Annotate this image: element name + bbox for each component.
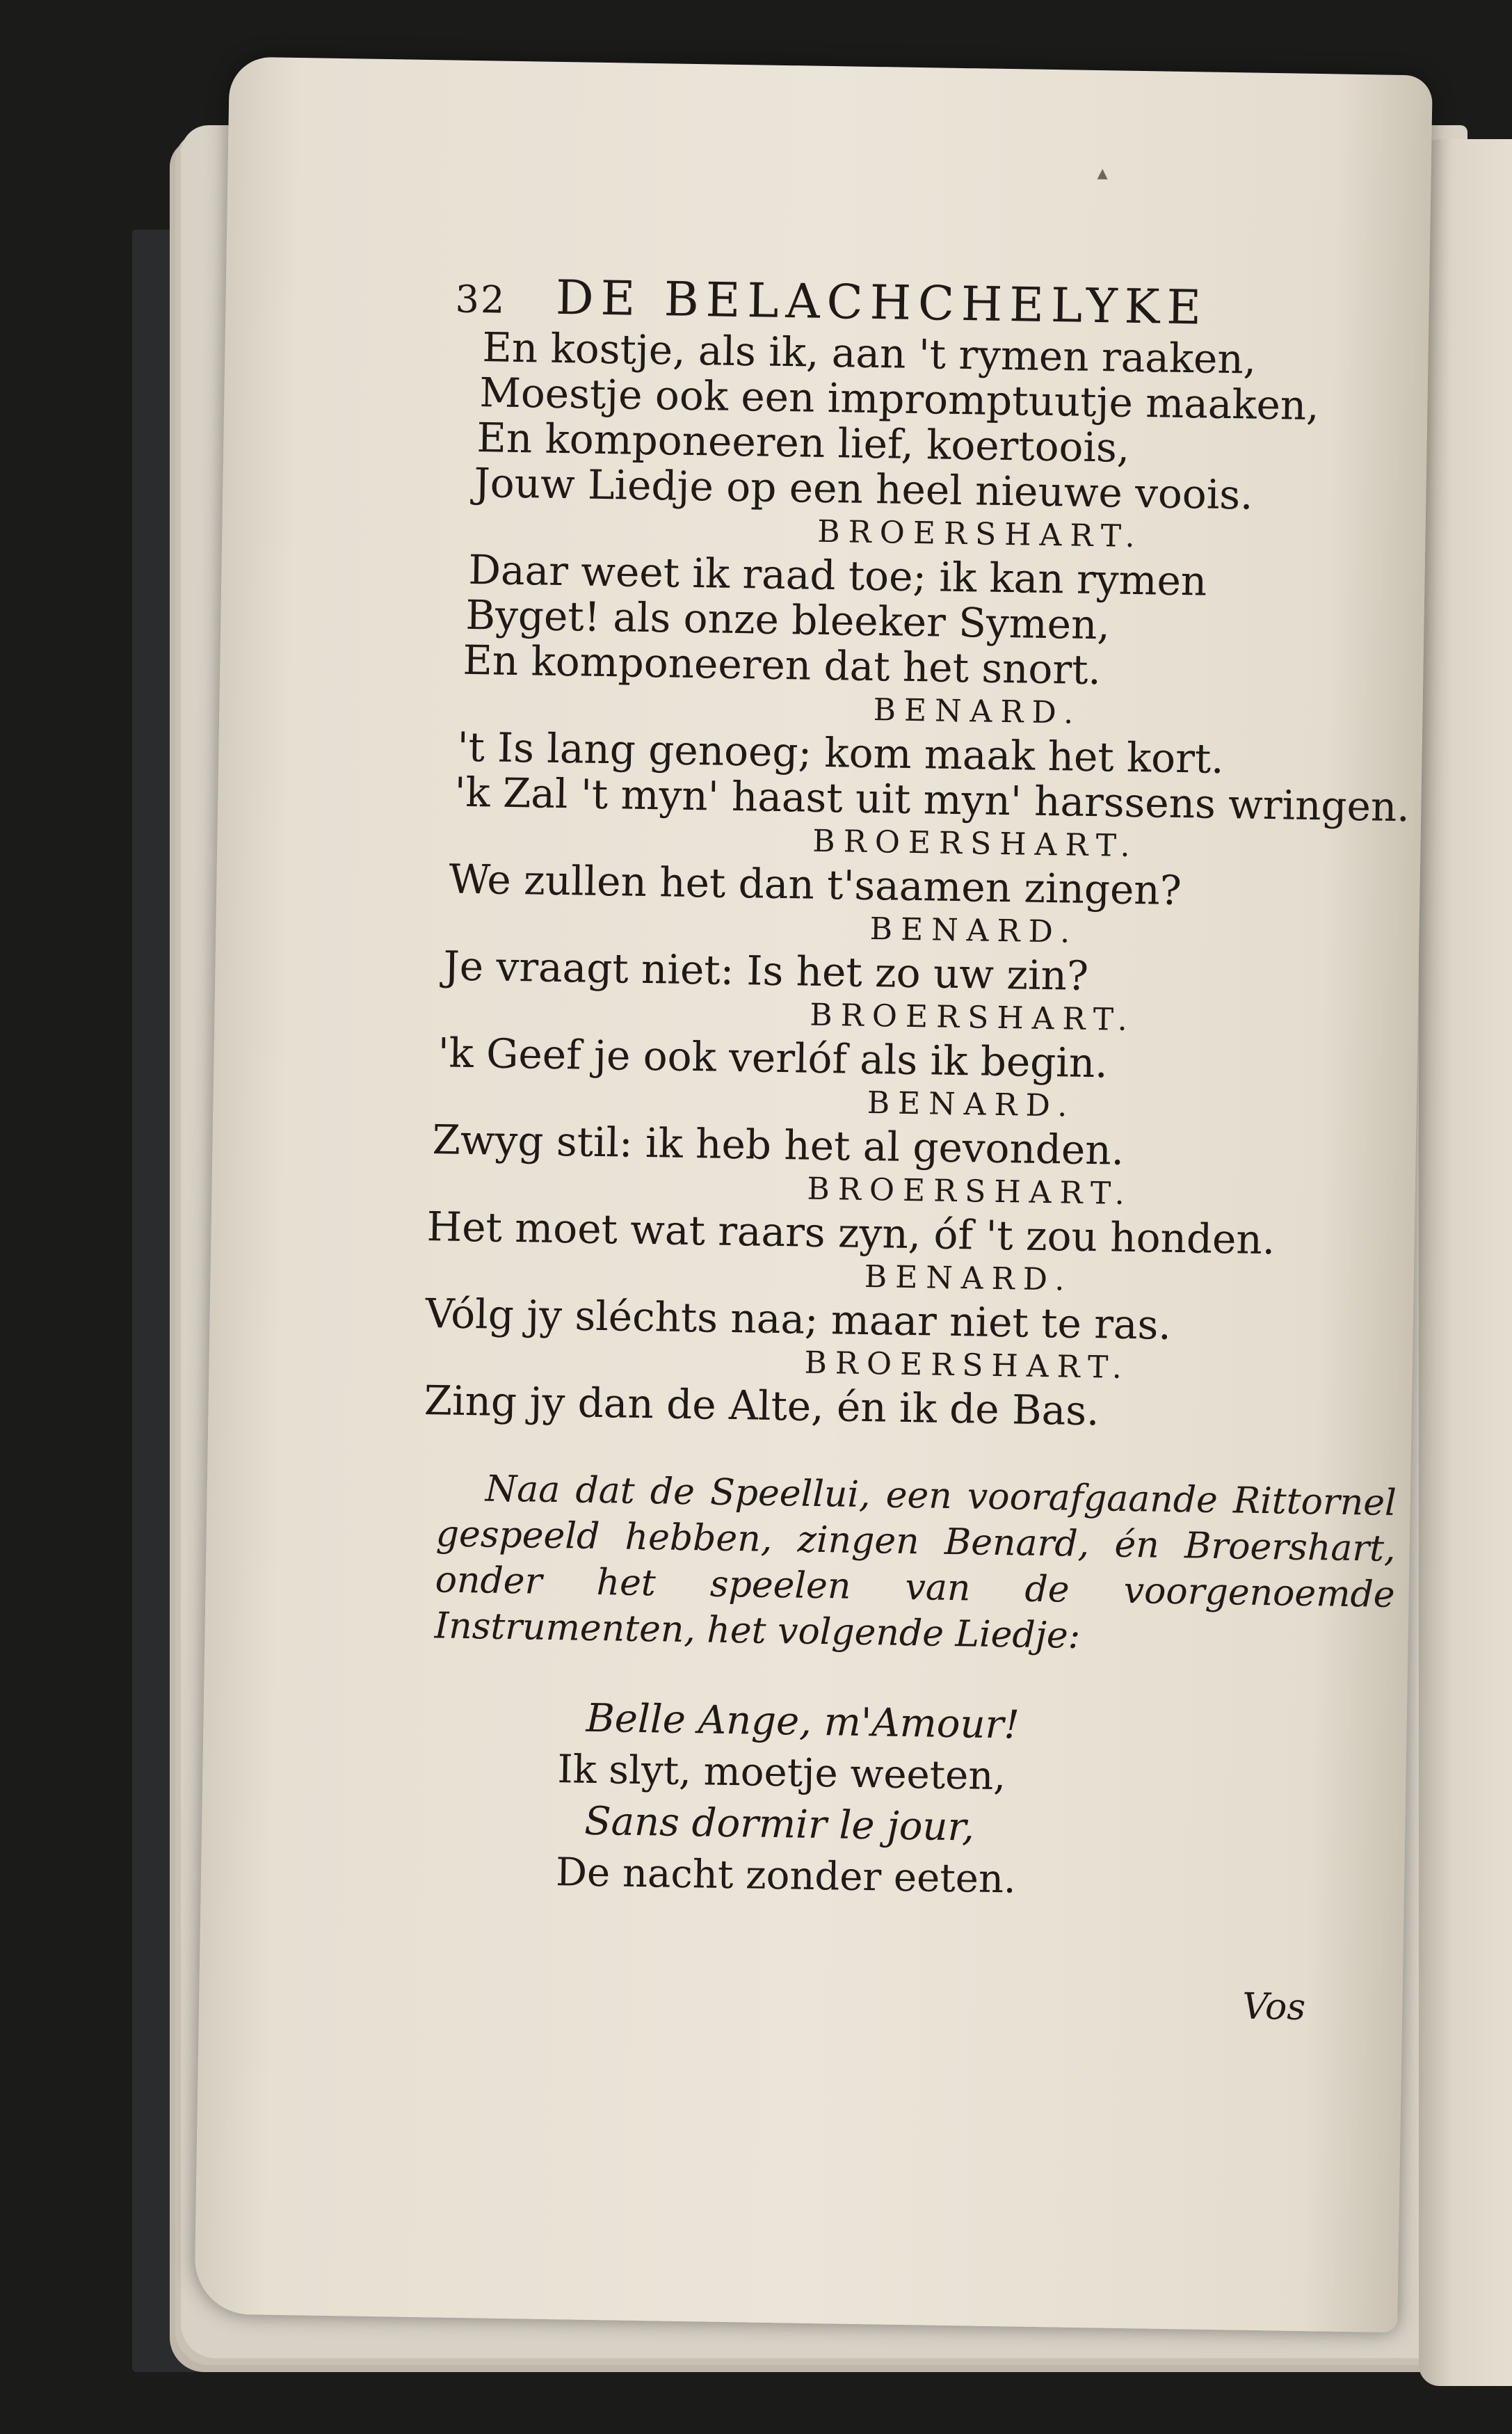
verse-line: En kostje, als ik, aan 't rymen raaken, [482,323,1257,383]
verse-line: We zullen het dan t'saamen zingen? [449,855,1182,915]
verse-line: Byget! als onze bleeker Symen, [465,591,1111,649]
verse-line: Je vraagt niet: Is het zo uw zin? [443,942,1089,1000]
book-page [194,56,1433,2332]
song-line: Ik slyt, moetje weeten, [556,1747,1006,1800]
page-number: 32 [455,277,506,322]
speaker-name: BROERSHART. [807,1171,1134,1212]
verse-line: Daar weet ik raad toe; ik kan rymen [468,545,1207,605]
verse-line: En komponeeren dat het snort. [462,636,1102,694]
speaker-name: BENARD. [869,911,1079,950]
speaker-name: BENARD. [873,692,1082,731]
stage-direction-first: Naa dat de Speellui, een voorafgaande Rittornel [485,1468,1397,1525]
catchword: Vos [1241,1985,1306,2029]
verse-line: En komponeeren lief, koertoois, [476,414,1130,472]
song-line: Belle Ange, m'Amour! [586,1695,1020,1748]
speaker-name: BROERSHART. [810,997,1136,1039]
text-block [417,324,1512,1913]
verse-line: Zing jy dan de Alte, én ik de Bas. [424,1377,1100,1435]
verse-line: 't Is lang genoeg; kom maak het kort. [457,723,1225,783]
dialogue [424,324,1512,1440]
verse-line: 'k Geef je ook verlóf als ik begin. [437,1029,1109,1087]
page-mark: ▴ [1097,161,1108,186]
speaker-name: BROERSHART. [817,513,1143,555]
speaker-name: BROERSHART. [812,823,1139,865]
verse-line: Moestje ook een impromptuutje maaken, [479,369,1320,430]
song [417,1690,1504,1913]
verse-line: 'k Zal 't myn' haast uit myn' harssens wringen. [454,768,1410,831]
running-head-title: DE BELACHCHELYKE [555,270,1209,336]
speaker-name: BROERSHART. [804,1345,1131,1386]
verse-line: Vólg jy sléchts naa; maar niet te ras. [425,1290,1172,1349]
verse-line: Het moet wat raars zyn, óf 't zou honden. [426,1203,1276,1264]
stage-direction-rest: gespeeld hebben, zingen Benard, én Broershart, onder het speelen van de voorgenoemde Instrumenten, het volgende Liedje: [434,1513,1397,1657]
verse-line: Zwyg stil: ik heb het al gevonden. [432,1116,1125,1174]
stage-direction [434,1465,1397,1664]
verse-line: Jouw Liedje op een heel nieuwe voois. [473,459,1254,519]
speaker-name: BENARD. [867,1085,1076,1124]
song-line: Sans dormir le jour, [584,1798,975,1850]
speaker-name: BENARD. [864,1258,1073,1298]
song-line: De nacht zonder eeten. [555,1850,1017,1903]
